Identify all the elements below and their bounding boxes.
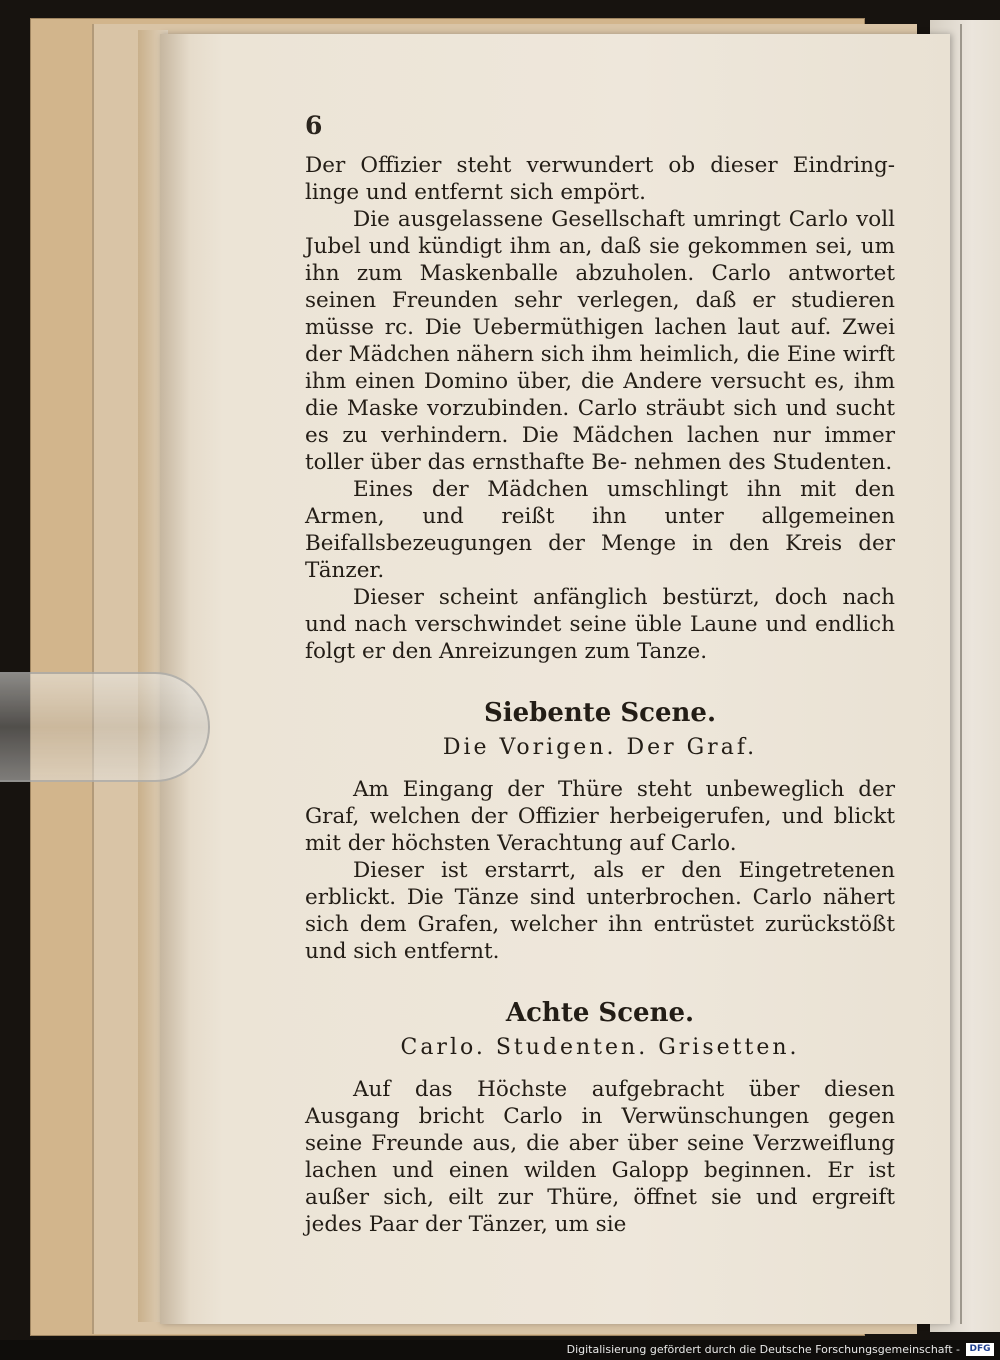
paragraph: Die ausgelassene Gesellschaft umringt Carlo voll Jubel und kündigt ihm an, daß sie gekommen sei, um ihn zum Maskenballe abzuholen. Carlo antwortet seinen Freunden sehr verlegen, daß er studieren müsse rc. Die Uebermüthigen lachen laut auf. Zwei der Mädchen nähern sich ihm heimlich, die Eine wirft ihm einen Domino über, die Andere versucht es, ihm die Maske vorzubinden. Carlo sträubt sich und sucht es zu verhindern. Die Mädchen lachen nur immer toller über das ernsthafte Be- nehmen des Studenten. [305, 207, 895, 475]
adjacent-page-edge [960, 24, 962, 1324]
book-page [160, 34, 950, 1324]
paragraph: Auf das Höchste aufgebracht über diesen Ausgang bricht Carlo in Verwünschungen gegen seine Freunde aus, die aber über seine Verzweiflung lachen und einen wilden Galopp beginnen. Er ist außer sich, eilt zur Thüre, öffnet sie und ergreift jedes Paar der Tänzer, um sie [305, 1077, 895, 1237]
scene-characters: Carlo. Studenten. Grisetten. [400, 1035, 800, 1060]
footer-credit: Digitalisierung gefördert durch die Deutsche Forschungsgemeinschaft - [566, 1343, 960, 1356]
paragraph: Am Eingang der Thüre steht unbeweglich der Graf, welchen der Offizier herbeigerufen, und blickt mit der höchsten Verachtung auf Carlo. [305, 777, 895, 856]
dfg-logo: DFG [966, 1343, 994, 1356]
scene-heading: Siebente Scene. [483, 698, 717, 728]
paragraph: Der Offizier steht verwundert ob dieser Eindring- linge und entfernt sich empört. [305, 153, 895, 205]
scene-characters: Die Vorigen. Der Graf. [442, 735, 758, 760]
page-text [305, 152, 895, 1238]
scene-heading: Achte Scene. [505, 998, 695, 1028]
paragraph: Eines der Mädchen umschlingt ihn mit den Armen, und reißt ihn unter allgemeinen Beifallsbezeugungen der Menge in den Kreis der Tänzer. [305, 477, 895, 583]
page-number: 6 [305, 111, 323, 140]
page-holder-clip [0, 672, 210, 782]
paragraph: Dieser scheint anfänglich bestürzt, doch nach und nach verschwindet seine üble Laune und endlich folgt er den Anreizungen zum Tanze. [305, 585, 895, 664]
paragraph: Dieser ist erstarrt, als er den Eingetretenen erblickt. Die Tänze sind unterbrochen. Carlo nähert sich dem Grafen, welcher ihn entrüstet zurückstößt und sich entfernt. [305, 858, 895, 964]
